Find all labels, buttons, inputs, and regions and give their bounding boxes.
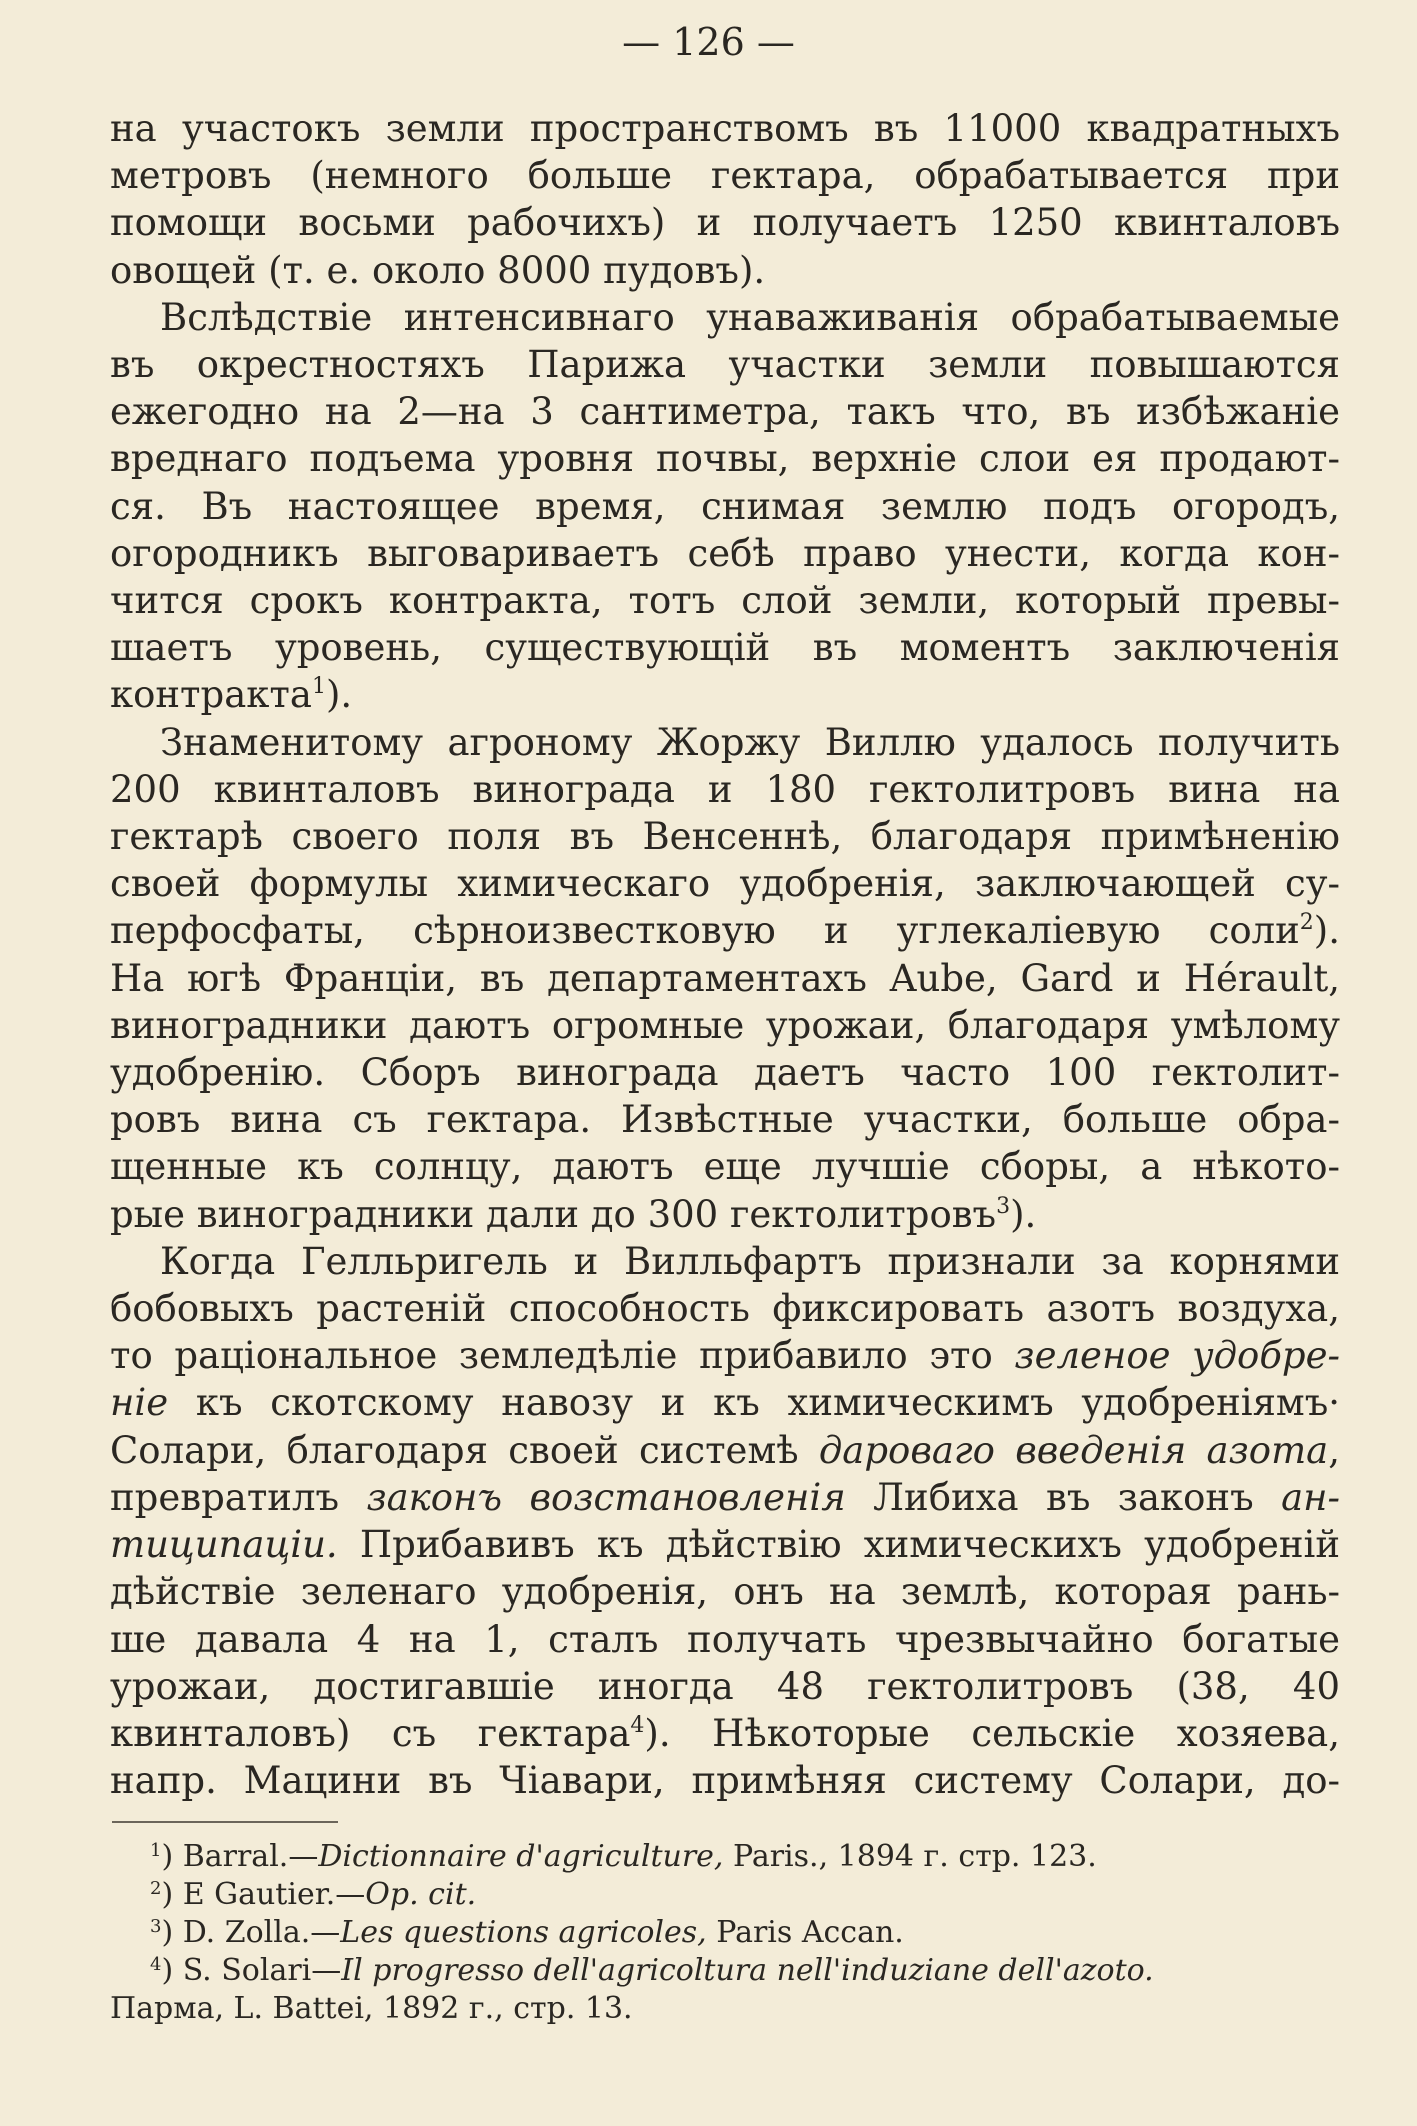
footnote-number: 1 (150, 1840, 162, 1861)
footnote-number: 4 (150, 1954, 162, 1975)
text-line (110, 1332, 1340, 1379)
footnote-3 (110, 1914, 1340, 1952)
text-line: своей формулы химическаго удобренія, заключающей су- (110, 862, 1340, 906)
paragraph-4 (110, 1238, 1340, 1804)
text-line: ежегодно на 2—на 3 сантиметра, такъ что, въ избѣжаніе (110, 390, 1340, 434)
text-span: ). Нѣкоторые сельскіе хозяева, (644, 1711, 1341, 1755)
text-line: метровъ (немного больше гектара, обрабатывается при (110, 154, 1340, 198)
italic-title: Les questions agricoles, (340, 1915, 707, 1950)
text-span: рые виноградники дали до 300 гектолитровъ (110, 1192, 997, 1236)
text-line: дѣйствіе зеленаго удобренія, онъ на землѣ, которая рань- (110, 1570, 1340, 1614)
footnote-divider (112, 1821, 338, 1823)
italic-term: тиципаціи. (110, 1523, 338, 1567)
text-line (110, 1474, 1340, 1521)
text-span: превратилъ (110, 1475, 367, 1519)
footnote-ref: 2 (1299, 910, 1314, 936)
text-span: квинталовъ) съ гектара (110, 1711, 631, 1755)
text-span: Либиха въ законъ (845, 1475, 1282, 1519)
text-span: то раціональное земледѣліе прибавило это (110, 1334, 1015, 1378)
text-span: ). (325, 673, 353, 717)
paragraph-1 (110, 105, 1340, 294)
text-span: контракта (110, 673, 312, 717)
text-line (110, 1427, 1340, 1474)
text-span: ) S. Solari— (161, 1953, 342, 1988)
footnote-ref: 4 (630, 1712, 645, 1738)
text-line: чится срокъ контракта, тотъ слой земли, который превы- (110, 579, 1340, 623)
italic-term: законъ возстановленія (366, 1475, 846, 1519)
text-line: виноградники даютъ огромные урожаи, благодаря умѣлому (110, 1003, 1340, 1047)
text-line: ше давала 4 на 1, сталъ получать чрезвычайно богатые (110, 1617, 1340, 1661)
text-line: гектарѣ своего поля въ Венсеннѣ, благодаря примѣненію (110, 815, 1340, 859)
text-line: На югѣ Франціи, въ департаментахъ Aube, Gard и Hérault, (110, 956, 1340, 1000)
footnote-ref: 1 (311, 674, 326, 700)
italic-title: Il progresso dell'agricoltura nell'induziane dell'azoto. (341, 1953, 1154, 1988)
footnote-1 (110, 1838, 1340, 1876)
footnote-ref: 3 (996, 1193, 1011, 1219)
italic-term: ан- (1281, 1475, 1340, 1519)
text-line: огородникъ выговариваетъ себѣ право унести, когда кон- (110, 531, 1340, 575)
text-span: ). (1313, 909, 1340, 953)
paragraph-2 (110, 294, 1340, 719)
text-line (110, 1191, 1340, 1238)
footnote-2 (110, 1876, 1340, 1914)
text-line: ся. Въ настоящее время, снимая землю подъ огородъ, (110, 484, 1340, 528)
text-span: ) E Gautier.— (161, 1877, 366, 1912)
footnote-4 (110, 1952, 1340, 1990)
text-line (110, 1710, 1340, 1757)
italic-term: ніе (110, 1381, 169, 1425)
italic-title: Dictionnaire d'agriculture, (318, 1839, 724, 1874)
text-span: , (1328, 1428, 1340, 1472)
text-line (110, 907, 1340, 954)
text-line: на участокъ земли пространствомъ въ 11000 квадратныхъ (110, 107, 1340, 150)
text-span: Paris., 1894 г. стр. 123. (723, 1839, 1097, 1874)
footnote-number: 2 (150, 1878, 162, 1899)
text-span: Прибавивъ къ дѣйствію химическихъ удобреній (337, 1523, 1340, 1567)
main-text (110, 105, 1340, 1804)
text-line: щенные къ солнцу, даютъ еще лучшіе сборы, а нѣкото- (110, 1145, 1340, 1189)
italic-term: зеленое удобре- (1014, 1334, 1340, 1378)
footnote-number: 3 (150, 1916, 162, 1937)
text-line: вреднаго подъема уровня почвы, верхніе слои ея продают- (110, 437, 1340, 481)
text-line (110, 1521, 1340, 1568)
footnote-4-continuation: Парма, L. Battei, 1892 г., стр. 13. (110, 1991, 633, 2026)
italic-term: дароваго введенія азота (818, 1428, 1329, 1472)
text-span: перфосфаты, сѣрноизвестковую и углекаліевую соли (110, 909, 1300, 953)
text-line (110, 671, 1340, 718)
italic-title: Op. cit. (365, 1877, 477, 1912)
text-line: урожаи, достигавшіе иногда 48 гектолитровъ (38, 40 (110, 1664, 1340, 1708)
text-line: бобовыхъ растеній способность фиксировать азотъ воздуха, (110, 1287, 1340, 1331)
text-line: Когда Гелльригель и Вилльфартъ признали за корнями (160, 1239, 1340, 1283)
text-line: напр. Мацини въ Чіавари, примѣняя систему Солари, до- (110, 1759, 1340, 1803)
text-line: помощи восьми рабочихъ) и получаетъ 1250 квинталовъ (110, 201, 1340, 245)
text-span: Paris Accan. (706, 1915, 904, 1950)
text-span: Солари, благодаря своей системѣ (110, 1428, 819, 1472)
text-line: шаетъ уровень, существующій въ моментъ заключенія (110, 626, 1340, 670)
text-span: ) Barral.— (161, 1839, 319, 1874)
text-line: удобренію. Сборъ винограда даетъ часто 100 гектолит- (110, 1051, 1340, 1095)
text-line: Знаменитому агроному Жоржу Виллю удалось получить (160, 720, 1340, 764)
text-line: ровъ вина съ гектара. Извѣстные участки, больше обра- (110, 1098, 1340, 1142)
page-number: — 126 — (622, 20, 795, 64)
text-line: Вслѣдствіе интенсивнаго унаваживанія обрабатываемые (160, 295, 1340, 339)
text-line: овощей (т. е. около 8000 пудовъ). (110, 248, 766, 292)
paragraph-3 (110, 719, 1340, 1238)
text-line: 200 квинталовъ винограда и 180 гектолитровъ вина на (110, 767, 1340, 811)
footnotes (110, 1838, 1340, 2028)
text-line: въ окрестностяхъ Парижа участки земли повышаются (110, 343, 1340, 387)
text-line (110, 1379, 1340, 1426)
text-span: ). (1010, 1192, 1037, 1236)
text-span: къ скотскому навозу и къ химическимъ удобреніямъ· (168, 1381, 1340, 1425)
text-span: ) D. Zolla.— (161, 1915, 341, 1950)
